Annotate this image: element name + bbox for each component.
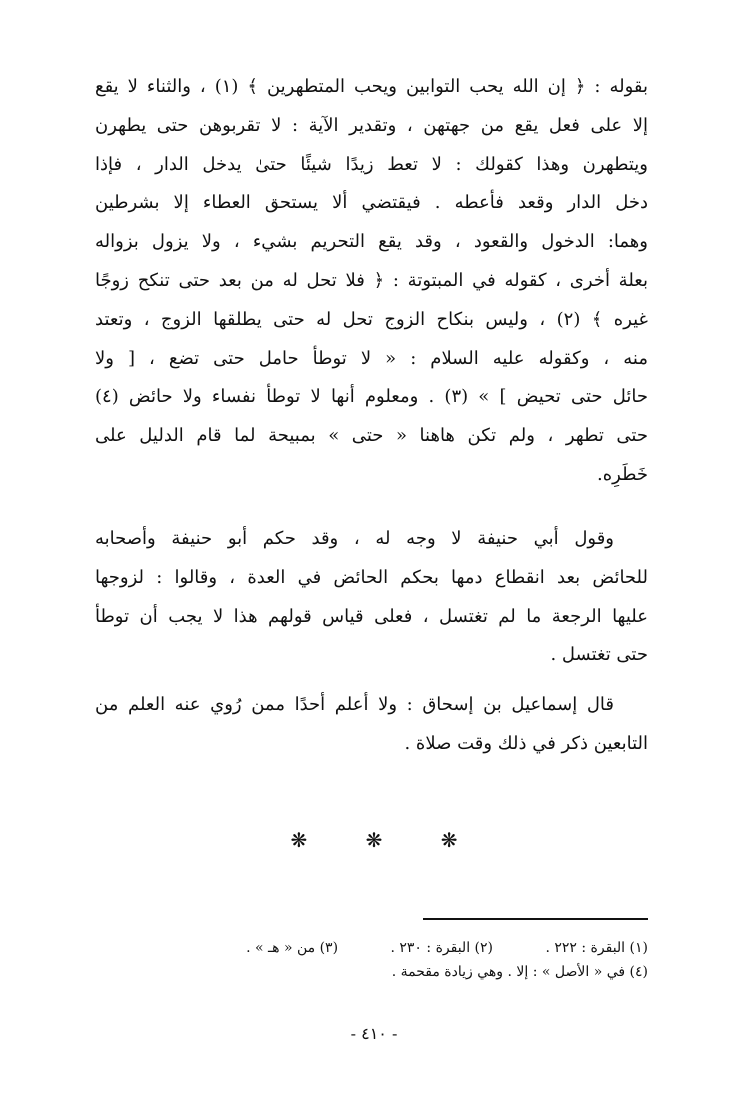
text-line: التابعين ذكر في ذلك وقت صلاة . [404,732,648,754]
text-line: بعلة أخرى ، كقوله في المبتوتة : ﴿ فلا تحل له من بعد حتى تنكح زوجًا [95,269,648,291]
text-line: عليها الرجعة ما لم تغتسل ، فعلى قياس قولهم هذا لا يجب أن توطأ [95,605,648,627]
text-line: للحائض بعد انقطاع دمها بحكم الحائض في العدة ، وقالوا : لزوجها [95,566,648,588]
text-line: منه ، وكقوله عليه السلام : « لا توطأ حامل حتى تضع ، [ ولا [95,347,648,369]
text-line: حتى تطهر ، ولم تكن هاهنا « حتى » بمبيحة لما قام الدليل على [95,425,648,447]
asterism-icon: ❋ [290,828,308,852]
section-separator [0,828,748,852]
footnote-divider [423,918,648,920]
paragraph-2 [95,520,648,675]
text-line: دخل الدار وقعد فأعطه . فيقتضي ألا يستحق العطاء إلا بشرطين [95,192,648,214]
asterism-icon: ❋ [365,828,383,852]
footnote-4: (٤) في « الأصل » : إلا . وهي زيادة مقحمة . [391,964,648,980]
paragraph-3 [95,686,648,764]
text-line: حائل حتى تحيض ] » (٣) . ومعلوم أنها لا توطأ نفساء ولا حائض (٤) [95,386,648,408]
text-line: وهما: الدخول والقعود ، وقد يقع التحريم بشيء ، ولا يزول بزواله [95,231,648,253]
footnote-row [100,960,648,984]
footnote-1: (١) البقرة : ٢٢٢ . [545,940,648,956]
footnotes [100,936,648,984]
text-line: بقوله : ﴿ إن الله يحب التوابين ويحب المتطهرين ﴾ (١) ، والثناء لا يقع [95,76,648,97]
footnote-row [100,936,648,960]
text-line: إلا على فعل يقع من جهتهن ، وتقدير الآية : لا تقربوهن حتى يطهرن [95,114,648,136]
text-line: وقول أبي حنيفة لا وجه له ، وقد حكم أبو حنيفة وأصحابه [95,528,615,549]
text-line: حتى تغتسل . [550,644,648,666]
text-line: خَطَرِه. [597,463,648,485]
page-number: - ٤١٠ - [350,1024,398,1043]
text-line: غيره ﴾ (٢) ، وليس بنكاح الزوج تحل له حتى يطلقها الزوج ، وتعتد [95,308,648,330]
text-line: قال إسماعيل بن إسحاق : ولا أعلم أحدًا ممن رُوي عنه العلم من [95,694,614,715]
asterism-icon: ❋ [440,828,458,852]
text-line: ويتطهرن وهذا كقولك : لا تعط زيدًا شيئًا حتىٰ يدخل الدار ، فإذا [95,153,648,175]
footnote-3: (٣) من « هـ » . [246,940,339,956]
footnote-2: (٢) البقرة : ٢٣٠ . [390,940,494,956]
paragraph-1 [95,68,648,495]
